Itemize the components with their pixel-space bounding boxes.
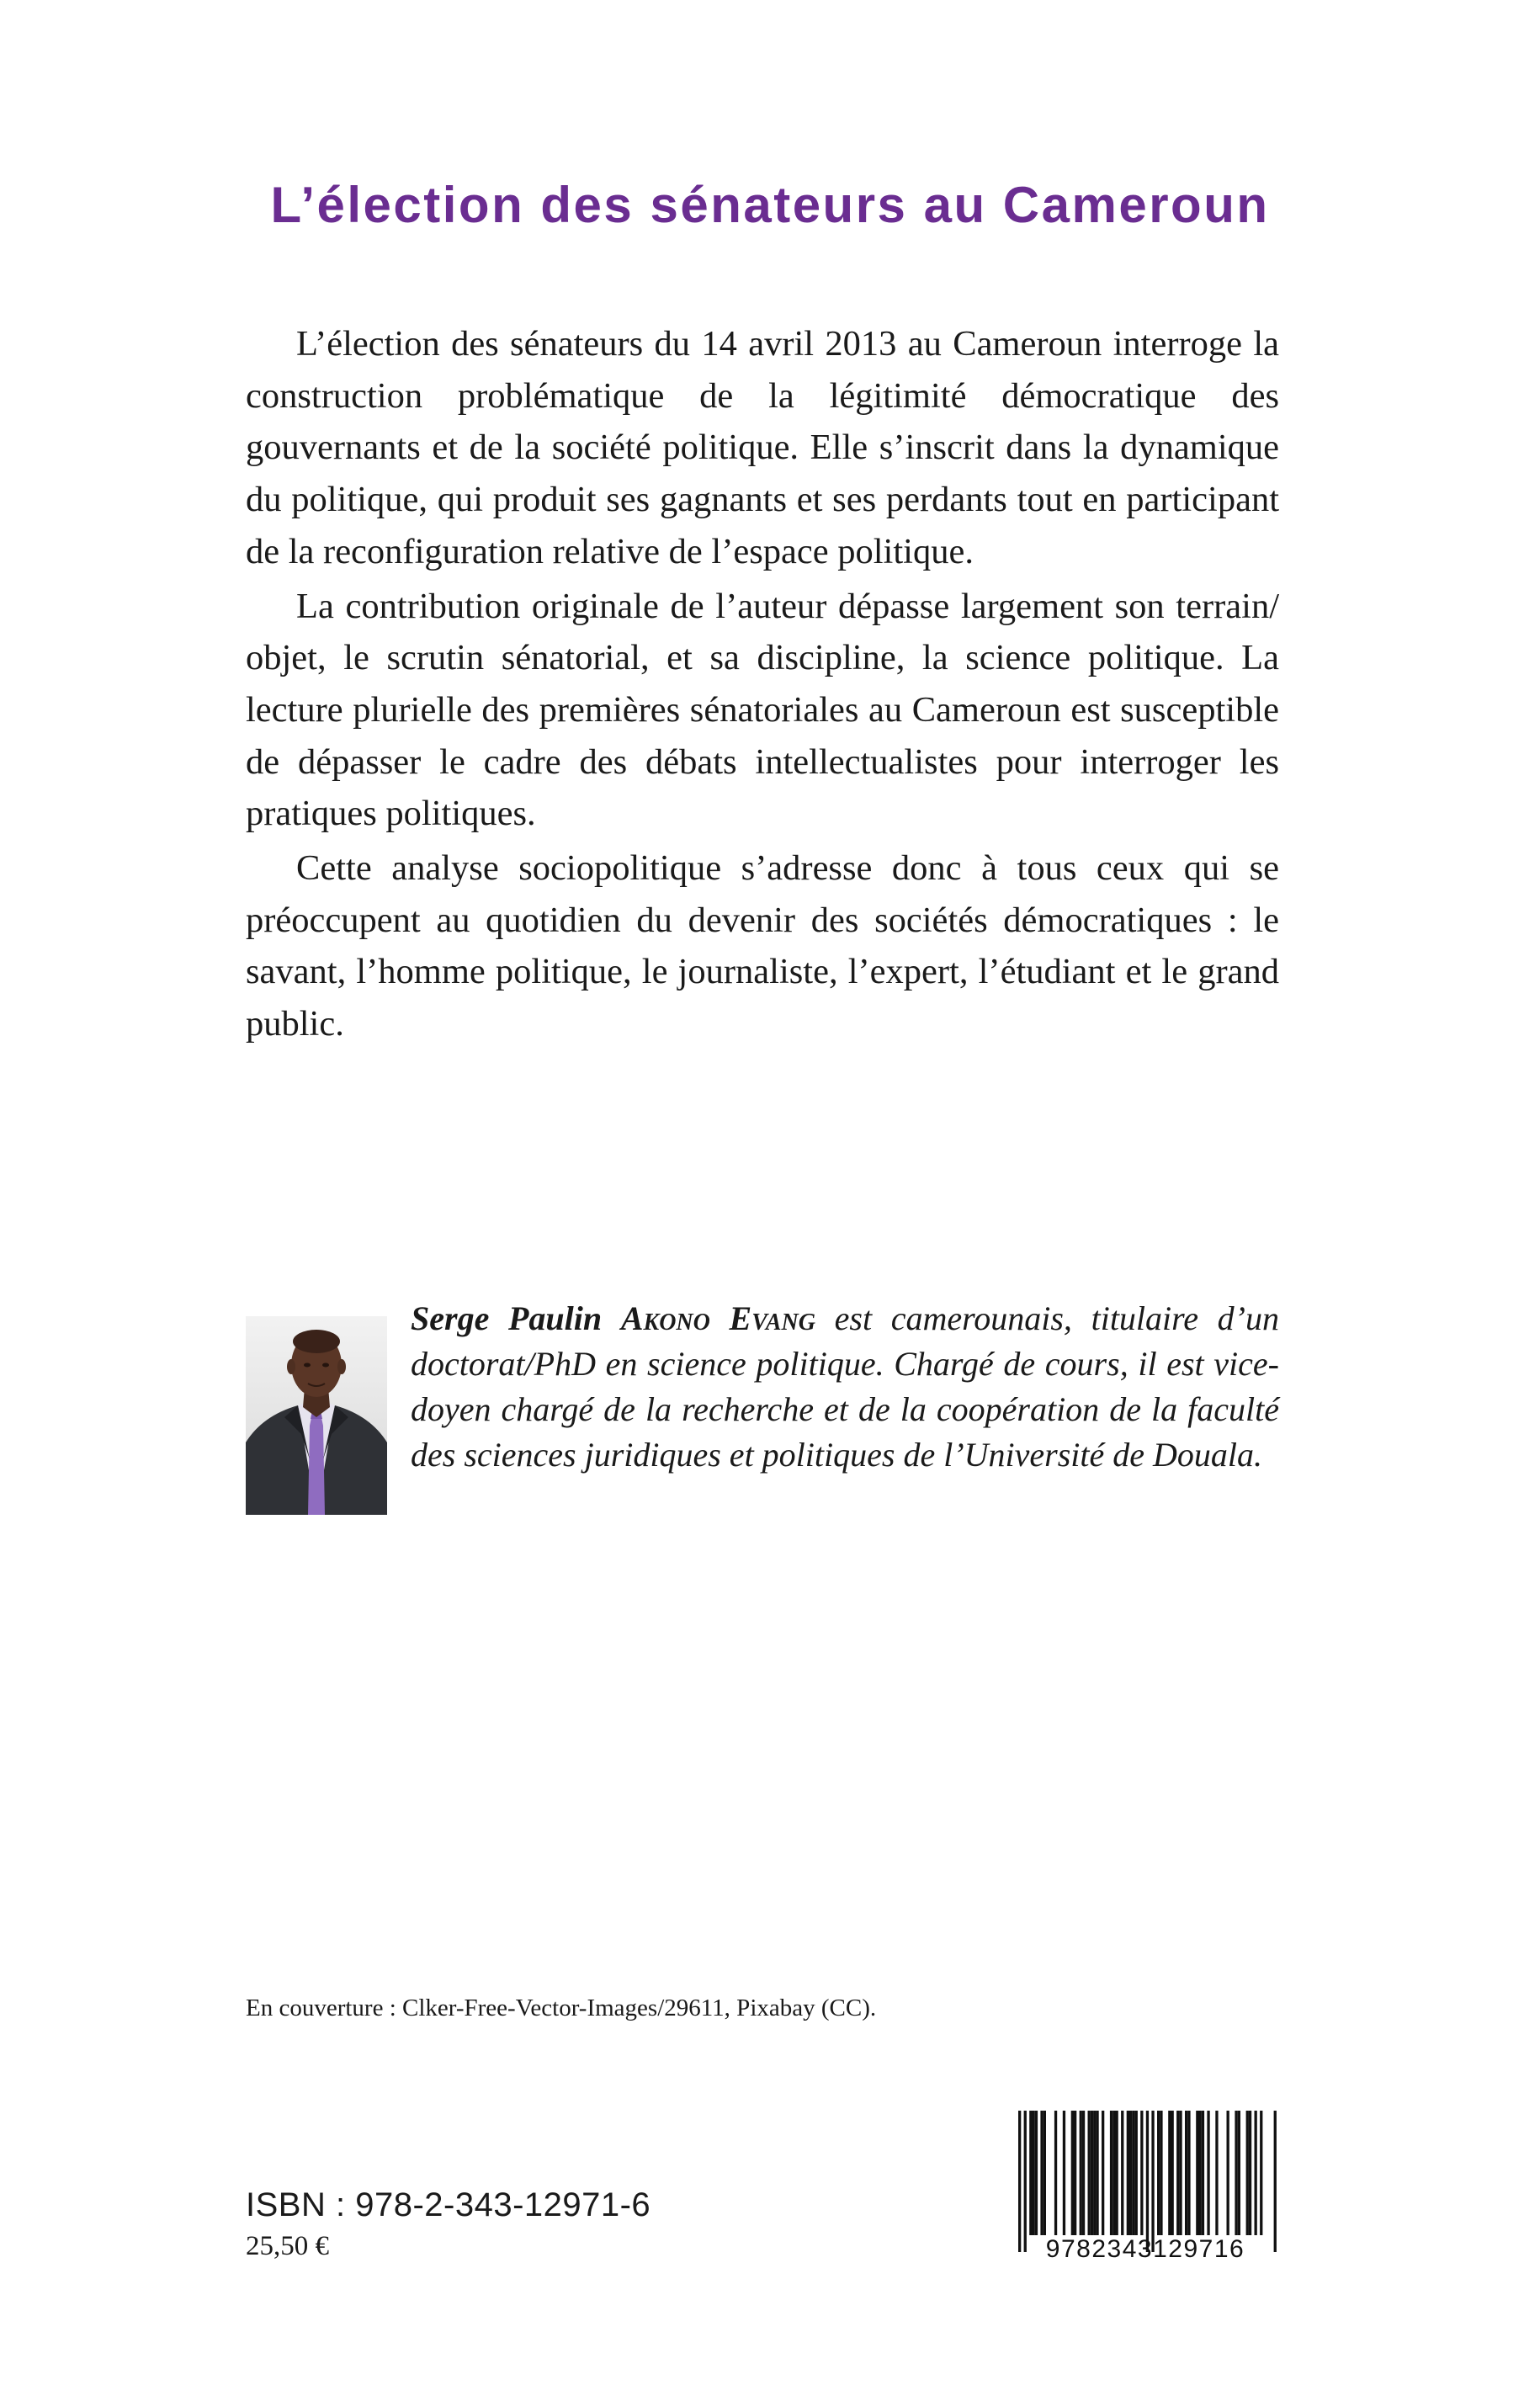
barcode-bar: [1054, 2111, 1057, 2235]
barcode-bar: [1246, 2111, 1249, 2235]
blurb-paragraph: Cette analyse sociopolitique s’adresse donc à tous ceux qui se préoccupent au quotidien du devenir des sociétés démocratiques : le savant, l’homme politique, le journaliste, l’expert, l’étudiant et le grand public.: [246, 848, 1279, 1044]
price: 25,50 €: [246, 2231, 329, 2261]
author-portrait-icon: [246, 1316, 387, 1515]
barcode-bar: [1096, 2111, 1098, 2235]
barcode-bar: [1227, 2111, 1229, 2235]
blurb-paragraph: L’élection des sénateurs du 14 avril 2013 au Cameroun interroge la construction problématique de la légitimité démocratique des gouvernants et de la société politique. Elle s’inscrit dans la dynamique du politique, qui produit ses gagnants et ses perdants tout en participant de la reconfiguration relative de l’espace politique.: [246, 324, 1279, 571]
barcode-bar: [1140, 2111, 1143, 2235]
barcode-bar: [1033, 2111, 1035, 2235]
barcode-bar: [1185, 2111, 1187, 2235]
barcode-bar: [1157, 2111, 1160, 2235]
barcode-bar: [1035, 2111, 1038, 2235]
barcode-bar: [1088, 2111, 1091, 2235]
author-first-names: Serge Paulin: [411, 1299, 603, 1337]
barcode-bar: [1129, 2111, 1132, 2235]
barcode-bar: [1199, 2111, 1202, 2235]
author-bio: [411, 1296, 1279, 1478]
barcode-bar: [1160, 2111, 1162, 2235]
barcode-bar: [1135, 2111, 1138, 2235]
barcode-bar: [1207, 2111, 1209, 2235]
author-bio-text: est camerounais, titulaire d’un doctorat/PhD en science politique. Chargé de cours, il est vice-doyen chargé de la recherche et de la coopération de la faculté des sciences juridiques et politiques de l’Université de Douala.: [411, 1299, 1280, 1474]
book-title: L’élection des sénateurs au Cameroun: [270, 177, 1270, 233]
barcode-bar: [1040, 2111, 1043, 2235]
barcode-bar: [1215, 2111, 1218, 2235]
barcode-bar: [1113, 2111, 1115, 2235]
barcode-bar: [1091, 2111, 1093, 2235]
barcode-bar: [1093, 2111, 1096, 2235]
barcode-bar: [1071, 2111, 1074, 2235]
barcode-bar: [1176, 2111, 1179, 2235]
barcode-bar: [1235, 2111, 1237, 2235]
barcode-bar: [1063, 2111, 1065, 2235]
book-blurb: [246, 318, 1279, 1053]
barcode-bar: [1187, 2111, 1190, 2235]
barcode-bar: [1080, 2111, 1082, 2235]
barcode-bar: [1110, 2111, 1113, 2235]
barcode-bar: [1121, 2111, 1123, 2235]
barcode-bar: [1018, 2111, 1021, 2252]
barcode-bar: [1074, 2111, 1076, 2235]
barcode-bar: [1238, 2111, 1240, 2235]
cover-credit: En couverture : Clker-Free-Vector-Images/29611, Pixabay (CC).: [246, 1995, 877, 2021]
barcode-bar: [1274, 2111, 1277, 2252]
blurb-paragraph: La contribution originale de l’auteur dépasse largement son terrain/ objet, le scrutin sénatorial, et sa discipline, la science politique. La lecture plurielle des premières sénatoriales au Cameroun est susceptible de dépasser le cadre des débats intellectualistes pour interroger les pratiques politiques.: [246, 586, 1279, 834]
barcode-bar: [1179, 2111, 1182, 2235]
barcode-bar: [1102, 2111, 1104, 2235]
barcode-bar: [1127, 2111, 1129, 2235]
barcode-bar: [1024, 2111, 1027, 2252]
barcode-bar: [1043, 2111, 1046, 2235]
barcode-bar: [1255, 2111, 1257, 2235]
barcode-bar: [1029, 2111, 1032, 2235]
author-photo: [246, 1316, 387, 1515]
barcode-bar: [1168, 2111, 1171, 2235]
barcode-bar: [1116, 2111, 1118, 2235]
isbn: ISBN : 978-2-343-12971-6: [246, 2186, 651, 2223]
barcode-bar: [1260, 2111, 1262, 2235]
barcode-bar: [1151, 2111, 1154, 2252]
barcode-bar: [1146, 2111, 1149, 2252]
barcode-digits: 9782343129716: [1045, 2235, 1245, 2263]
barcode-bar: [1082, 2111, 1085, 2235]
barcode-bar: [1249, 2111, 1251, 2235]
barcode-bar: [1132, 2111, 1134, 2235]
barcode-bar: [1171, 2111, 1174, 2235]
barcode-bar: [1196, 2111, 1198, 2235]
author-surname: Akono Evang: [620, 1299, 815, 1337]
barcode-bar: [1202, 2111, 1204, 2235]
